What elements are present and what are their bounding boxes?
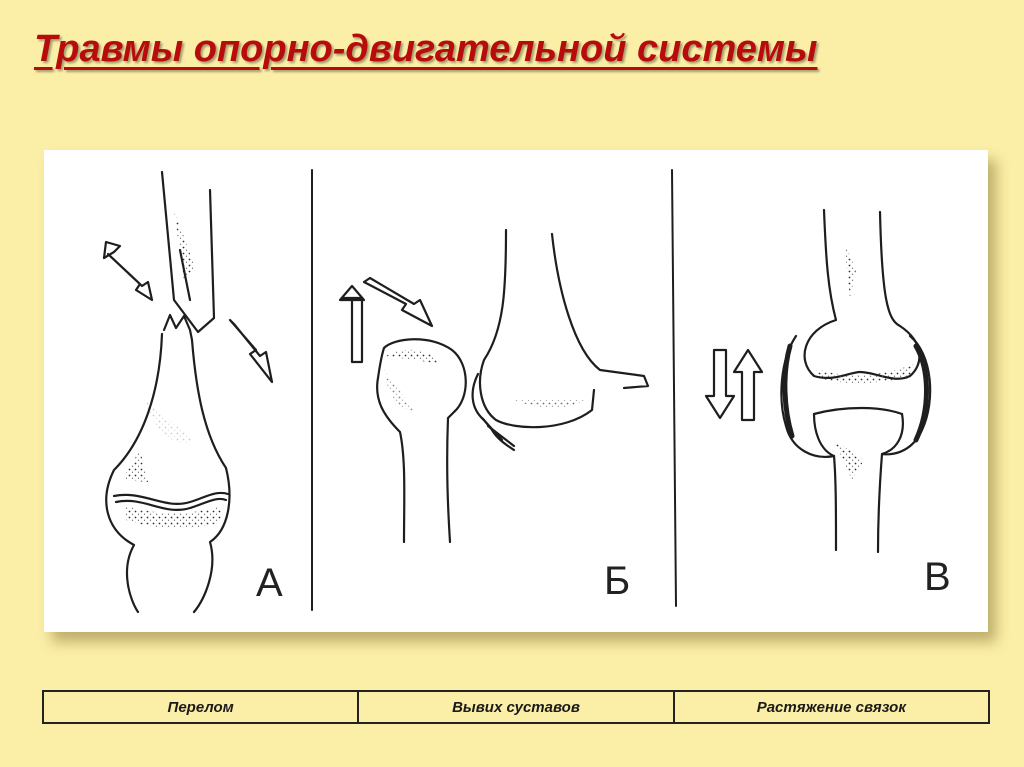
caption-fracture: Перелом bbox=[43, 691, 358, 723]
caption-sprain: Растяжение связок bbox=[674, 691, 989, 723]
caption-table bbox=[42, 690, 990, 724]
slide-title: Травмы опорно-двигательной системы bbox=[34, 28, 818, 70]
injury-illustration bbox=[44, 150, 988, 632]
panel-letter-b: Б bbox=[604, 559, 631, 603]
panel-letter-a: А bbox=[256, 561, 283, 605]
panel-letter-v: В bbox=[924, 555, 951, 599]
caption-dislocation: Вывих суставов bbox=[358, 691, 673, 723]
fracture-drawing bbox=[104, 172, 272, 612]
sprain-drawing bbox=[706, 210, 930, 552]
dislocation-drawing bbox=[340, 230, 648, 542]
caption-row bbox=[43, 691, 989, 723]
illustration-svg bbox=[44, 150, 988, 632]
